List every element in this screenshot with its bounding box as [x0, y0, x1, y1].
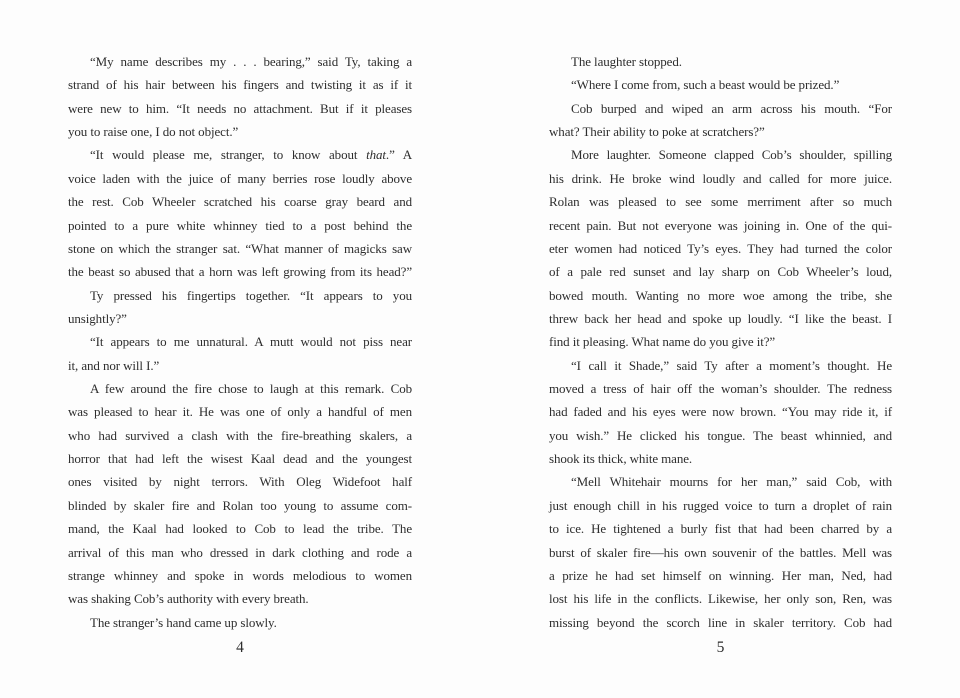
text-line: threw back her head and spoke up loudly. “I like the beast. I: [549, 310, 892, 326]
text-line: The stranger’s hand came up slowly.: [90, 614, 277, 630]
text-line: a prize he had set himself on winning. Her man, Ned, had: [549, 567, 892, 583]
text-line: stone on which the stranger sat. “What manner of magicks saw: [68, 240, 412, 256]
text-line: burst of skaler fire—his own souvenir of the battles. Mell was: [549, 544, 892, 560]
text-line: More laughter. Someone clapped Cob’s shoulder, spilling: [571, 147, 892, 163]
text-block: [549, 50, 892, 634]
book-page-right: [549, 0, 892, 698]
text-line: voice laden with the juice of many berries rose loudly above: [68, 170, 412, 186]
text-line: missing beyond the scorch line in skaler territory. Cob had: [549, 614, 892, 630]
text-line: it, and nor will I.”: [68, 357, 160, 373]
text-line: “Where I come from, such a beast would be prized.”: [571, 77, 840, 93]
text-line: had faded and his eyes were now brown. “You may ride it, if: [549, 404, 892, 420]
text-line: who had survived a clash with the fire-breathing skalers, a: [68, 427, 412, 443]
page-number: 4: [236, 639, 244, 656]
text-line: strand of his hair between his fingers and twisting it as if it: [68, 77, 412, 93]
text-line: mand, the Kaal had looked to Cob to lead the tribe. The: [68, 521, 412, 537]
text-line: Cob burped and wiped an arm across his mouth. “For: [571, 100, 892, 116]
text-line: what? Their ability to poke at scratchers?”: [549, 124, 765, 140]
text-line: was pleased to hear it. He was one of only a handful of men: [68, 404, 412, 420]
text-line: to ice. He tightened a burly fist that had been charred by a: [549, 521, 892, 537]
text-line: shook its thick, white mane.: [549, 451, 693, 467]
text-line: recent pain. But not everyone was joining in. One of the qui-: [549, 217, 892, 233]
text-line: you wish.” He clicked his tongue. The beast whinnied, and: [549, 427, 892, 443]
text-line: blinded by skaler fire and Rolan too young to assume com-: [68, 497, 412, 513]
text-line: “Mell Whitehair mourns for her man,” said Cob, with: [571, 474, 892, 490]
text-line: eter women had noticed Ty’s eyes. They had turned the color: [549, 240, 892, 256]
italic-text: that: [366, 147, 386, 163]
text-line: find it pleasing. What name do you give it?”: [549, 334, 776, 350]
text-line: The laughter stopped.: [571, 54, 682, 69]
text-line: lost his life in the conflicts. Likewise, her only son, Ren, was: [549, 591, 892, 607]
text-line: “It would please me, stranger, to know about that.” A: [90, 147, 412, 163]
text-line: A few around the fire chose to laugh at this remark. Cob: [90, 381, 412, 397]
text-line: ones visited by night terrors. With Oleg Widefoot half: [68, 474, 412, 490]
text-line: pointed to a pure white whinney tied to a post behind the: [68, 217, 412, 233]
text-line: horror that had left the wisest Kaal dead and the youngest: [68, 451, 412, 467]
text-line: strange whinney and spoke in words melodious to women: [68, 567, 412, 583]
text-line: Ty pressed his fingertips together. “It appears to you: [90, 287, 412, 303]
text-line: was shaking Cob’s authority with every breath.: [68, 591, 309, 607]
text-line: the beast so abused that a horn was left growing from its head?”: [68, 264, 412, 280]
text-line: arrival of this man who dressed in dark clothing and rode a: [68, 544, 412, 560]
text-line: unsightly?”: [68, 310, 127, 326]
text-line: were new to him. “It needs no attachment. But if it pleases: [68, 100, 412, 116]
text-line: bowed mouth. Wanting no more woe among the tribe, she: [549, 287, 892, 303]
text-line: the rest. Cob Wheeler scratched his coarse gray beard and: [68, 194, 412, 210]
text-line: “I call it Shade,” said Ty after a moment’s thought. He: [571, 357, 892, 373]
text-block: [68, 50, 412, 634]
book-page-left: [68, 0, 412, 698]
page-number: 5: [716, 639, 725, 656]
text-line: his drink. He broke wind loudly and called for more juice.: [549, 170, 892, 186]
text-line: just enough chill in his rugged voice to turn a droplet of rain: [549, 497, 892, 513]
text-line: Rolan was pleased to see some merriment after so much: [549, 194, 892, 210]
text-line: you to raise one, I do not object.”: [68, 124, 239, 140]
text-line: of a pale red sunset and lay sharp on Cob Wheeler’s loud,: [549, 264, 892, 280]
text-line: “My name describes my . . . bearing,” said Ty, taking a: [90, 54, 412, 69]
text-line: “It appears to me unnatural. A mutt would not piss near: [90, 334, 412, 350]
text-line: moved a tress of hair off the woman’s shoulder. The redness: [549, 381, 892, 397]
